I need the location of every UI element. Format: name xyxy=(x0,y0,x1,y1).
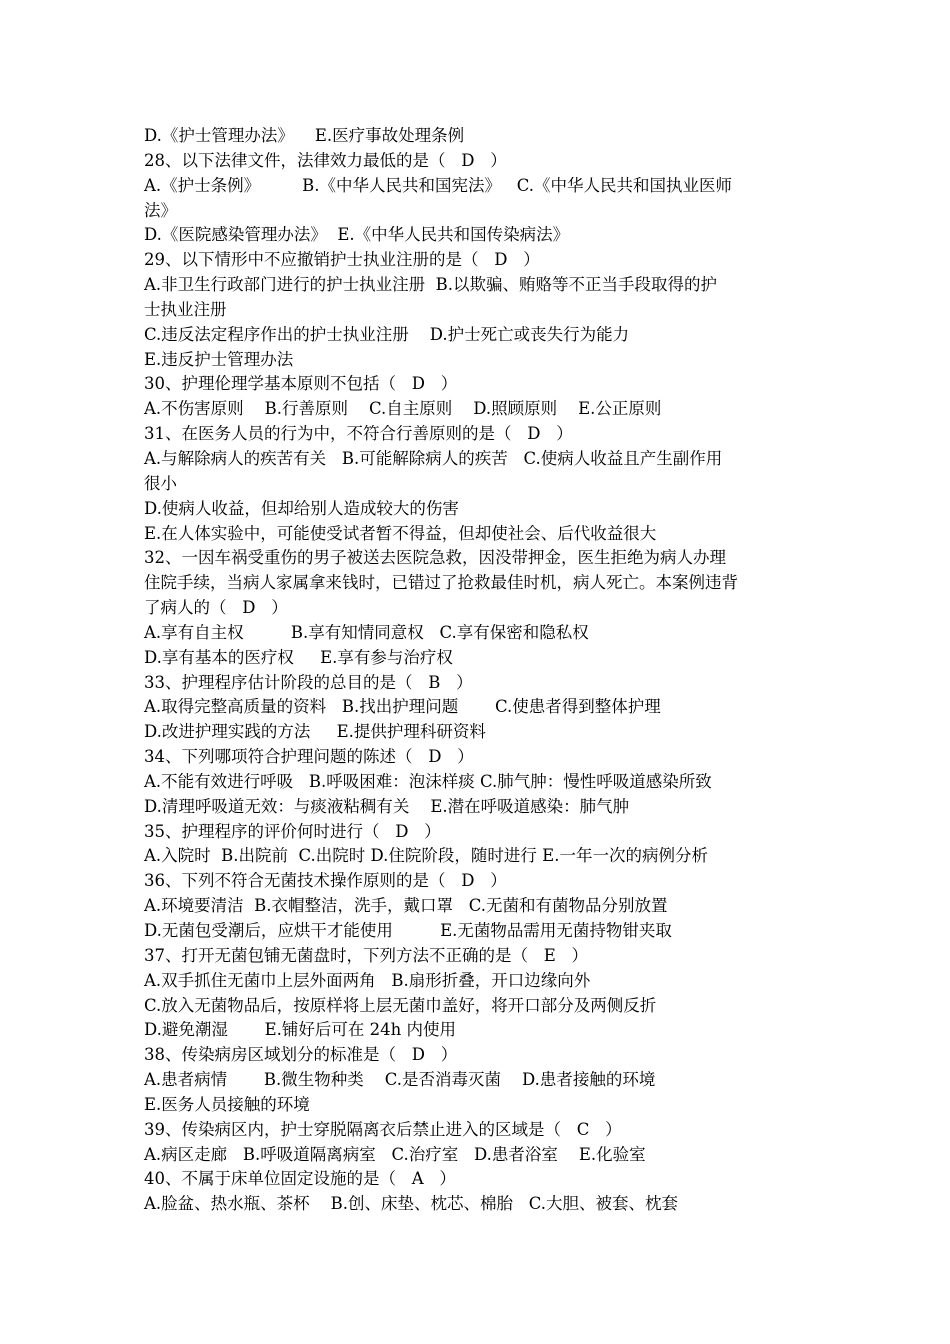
text-line: 法》 xyxy=(144,200,177,220)
question-stem: 35、护理程序的评价何时进行（ D ） xyxy=(144,821,441,841)
question-stem: 34、下列哪项符合护理问题的陈述（ D ） xyxy=(144,747,474,767)
text-line: A.病区走廊 B.呼吸道隔离病室 C.治疗室 D.患者浴室 E.化验室 xyxy=(144,1144,646,1164)
text-line: 了病人的（ D ） xyxy=(144,598,288,618)
text-line: A.享有自主权 B.享有知情同意权 C.享有保密和隐私权 xyxy=(144,622,589,642)
question-stem: 29、以下情形中不应撤销护士执业注册的是（ D ） xyxy=(144,250,540,270)
question-stem: 39、传染病区内，护士穿脱隔离衣后禁止进入的区域是（ C ） xyxy=(144,1119,622,1139)
text-line: A.取得完整高质量的资料 B.找出护理问题 C.使患者得到整体护理 xyxy=(144,697,661,717)
text-line: E.医务人员接触的环境 xyxy=(144,1094,310,1114)
text-line: A.环境要清洁 B.衣帽整洁，洗手，戴口罩 C.无菌和有菌物品分别放置 xyxy=(144,896,668,916)
text-line: D.清理呼吸道无效：与痰液粘稠有关 E.潜在呼吸道感染：肺气肿 xyxy=(144,796,630,816)
text-line: D.无菌包受潮后，应烘干才能使用 E.无菌物品需用无菌持物钳夹取 xyxy=(144,921,672,940)
question-stem: 37、打开无菌包铺无菌盘时，下列方法不正确的是（ E ） xyxy=(144,945,589,965)
text-line: D.使病人收益，但却给别人造成较大的伤害 xyxy=(144,498,459,518)
text-line: A.《护士条例》 B.《中华人民共和国宪法》 C.《中华人民共和国执业医师 xyxy=(144,175,733,195)
text-line: D.《护士管理办法》 E.医疗事故处理条例 xyxy=(144,126,465,145)
text-line: A.入院时 B.出院前 C.出院时 D.住院阶段，随时进行 E.一年一次的病例分析 xyxy=(144,846,708,866)
text-line: D.改进护理实践的方法 E.提供护理科研资料 xyxy=(144,722,486,742)
document-page xyxy=(144,124,814,1217)
question-stem: 38、传染病房区域划分的标准是（ D ） xyxy=(144,1045,458,1065)
text-line: A.与解除病人的疾苦有关 B.可能解除病人的疾苦 C.使病人收益且产生副作用 xyxy=(144,448,723,468)
text-line: C.放入无菌物品后，按原样将上层无菌巾盖好，将开口部分及两侧反折 xyxy=(144,995,657,1015)
text-line: 士执业注册 xyxy=(144,299,227,319)
question-stem: 30、护理伦理学基本原则不包括（ D ） xyxy=(144,374,458,394)
text-line: 很小 xyxy=(144,473,177,493)
text-line: E.在人体实验中，可能使受试者暂不得益，但却使社会、后代收益很大 xyxy=(144,523,657,543)
question-stem: 33、护理程序估计阶段的总目的是（ B ） xyxy=(144,672,473,692)
text-line: 住院手续，当病人家属拿来钱时，已错过了抢救最佳时机，病人死亡。本案例违背 xyxy=(144,573,738,593)
text-line: A.脸盆、热水瓶、茶杯 B.创、床垫、枕芯、棉胎 C.大胆、被套、枕套 xyxy=(144,1194,679,1214)
text-line: E.违反护士管理办法 xyxy=(144,349,294,369)
question-stem: 40、不属于床单位固定设施的是（ A ） xyxy=(144,1169,456,1189)
question-stem: 36、下列不符合无菌技术操作原则的是（ D ） xyxy=(144,871,507,891)
text-line: A.非卫生行政部门进行的护士执业注册 B.以欺骗、贿赂等不正当手段取得的护 xyxy=(144,275,718,295)
text-line: A.不能有效进行呼吸 B.呼吸困难：泡沫样痰 C.肺气肿：慢性呼吸道感染所致 xyxy=(144,771,712,791)
text-line: A.患者病情 B.微生物种类 C.是否消毒灭菌 D.患者接触的环境 xyxy=(144,1070,656,1090)
text-line: C.违反法定程序作出的护士执业注册 D.护士死亡或丧失行为能力 xyxy=(144,324,630,344)
question-stem: 32、一因车祸受重伤的男子被送去医院急救，因没带押金，医生拒绝为病人办理 xyxy=(144,548,726,568)
text-line: A.双手抓住无菌巾上层外面两角 B.扇形折叠，开口边缘向外 xyxy=(144,970,591,990)
question-stem: 28、以下法律文件，法律效力最低的是（ D ） xyxy=(144,150,507,170)
text-line: D.避免潮湿 E.铺好后可在 24h 内使用 xyxy=(144,1020,457,1040)
question-stem: 31、在医务人员的行为中，不符合行善原则的是（ D ） xyxy=(144,424,573,444)
text-line: D.享有基本的医疗权 E.享有参与治疗权 xyxy=(144,647,453,667)
text-line: A.不伤害原则 B.行善原则 C.自主原则 D.照顾原则 E.公正原则 xyxy=(144,399,662,419)
text-line: D.《医院感染管理办法》 E.《中华人民共和国传染病法》 xyxy=(144,225,570,245)
